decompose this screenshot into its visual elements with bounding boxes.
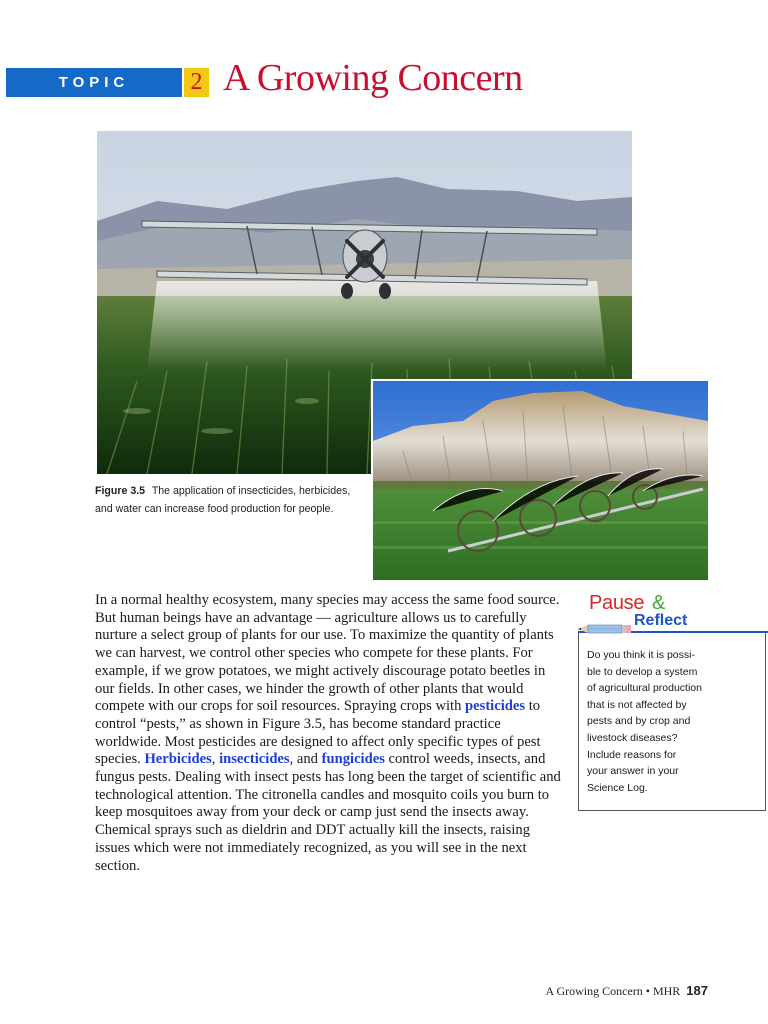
reflect-heading: Reflect — [634, 612, 688, 629]
comma-1: , — [211, 751, 216, 768]
reflect-line: Do you think it is possi- — [587, 649, 695, 661]
topic-banner — [6, 68, 182, 97]
reflect-line: livestock diseases? — [587, 731, 678, 744]
pause-reflect-text — [587, 647, 757, 796]
term-fungicides: fungicides — [321, 751, 385, 768]
body-text-part-3: control weeds, insects, and fungus pests. Dealing with insect pests has long been the target of scientific and technological attention. The citronella candles and mosquito coils you burn to keep mosquitoes away from your deck or camp just send the insects away. Chemical sprays such as dieldrin and DDT actually kill the insects, raising issues which were not immediately recognized, as you will see in the next section. — [95, 751, 561, 874]
ampersand-heading: & — [652, 592, 666, 614]
comma-2: , and — [289, 751, 318, 768]
reflect-line: your answer in your — [587, 765, 679, 778]
term-pesticides: pesticides — [465, 698, 526, 715]
term-herbicides: Herbicides — [144, 751, 212, 768]
body-text-part-1: In a normal healthy ecosystem, many species may access the same food source. But human beings have an advantage — agriculture allows us to carefully nurture a select group of plants for our use. To maximize the quantity of plants we can harvest, we control other species who compete for these plants. For example, if we grow potatoes, we might actively discourage potato beetles in our fields. In other cases, we hinder the growth of other plants that would compete with our crops for soil resources. Spraying crops with — [95, 592, 560, 715]
figure-caption — [95, 482, 365, 518]
figure-caption-text: The application of insecticides, herbicides, and water can increase food production for people. — [95, 485, 351, 515]
page-number: 187 — [686, 983, 708, 998]
reflect-line: of agricultural production — [587, 682, 702, 695]
reflect-line: pests and by crop and — [587, 715, 691, 728]
topic-number: 2 — [184, 68, 209, 97]
term-insecticides: insecticides — [219, 751, 290, 768]
reflect-line: ble to develop a system — [587, 665, 698, 678]
reflect-line: Include reasons for — [587, 748, 677, 761]
body-text-part-2: to control “pests,” as shown in Figure 3.5, has become standard practice worldwide. Most pesticides are designed to affect only specific types of pest species. — [95, 698, 541, 768]
reflect-line: that is not affected by — [587, 698, 687, 711]
reflect-line: Science Log. — [587, 781, 648, 794]
pause-heading: Pause — [589, 592, 645, 614]
irrigation-photo — [373, 381, 708, 580]
page-footer — [545, 983, 708, 999]
topic-label: TOPIC — [58, 74, 130, 91]
running-title: A Growing Concern • MHR — [545, 984, 681, 998]
body-paragraph — [95, 592, 565, 875]
figure-number: Figure 3.5 — [95, 485, 146, 497]
page-title: A Growing Concern — [223, 57, 523, 99]
